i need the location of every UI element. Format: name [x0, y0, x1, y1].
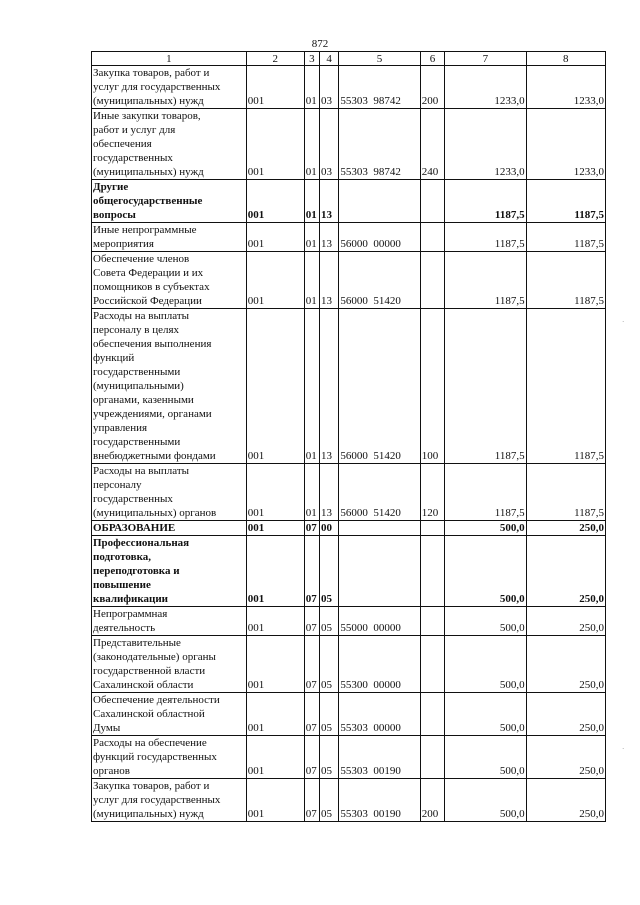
- amount-col8: 1187,5: [526, 180, 605, 223]
- row-description: Иные непрограммные мероприятия: [92, 223, 247, 252]
- amount-col7: 500,0: [445, 636, 526, 693]
- section-code: 01: [304, 309, 319, 464]
- subsection-code: 13: [319, 223, 338, 252]
- ministry-code: 001: [246, 607, 304, 636]
- expense-type-code: 200: [420, 66, 444, 109]
- amount-col7: 1187,5: [445, 464, 526, 521]
- expense-type-code: 200: [420, 779, 444, 822]
- target-article-code: 56000 51420: [339, 252, 420, 309]
- subsection-code: 03: [319, 66, 338, 109]
- column-header: 7: [445, 52, 526, 66]
- section-code: 07: [304, 536, 319, 607]
- table-row: [92, 309, 606, 464]
- table-row: [92, 223, 606, 252]
- row-description: Другие общегосударственные вопросы: [92, 180, 247, 223]
- amount-col7: 500,0: [445, 536, 526, 607]
- amount-col7: 500,0: [445, 521, 526, 536]
- header-row: [92, 52, 606, 66]
- ministry-code: 001: [246, 180, 304, 223]
- section-code: 07: [304, 607, 319, 636]
- row-description: ОБРАЗОВАНИЕ: [92, 521, 247, 536]
- amount-col8: 250,0: [526, 607, 605, 636]
- row-description: Закупка товаров, работ и услуг для государственных (муниципальных) нужд: [92, 779, 247, 822]
- scan-mark: ·: [622, 745, 625, 753]
- column-header: 5: [339, 52, 420, 66]
- section-code: 01: [304, 252, 319, 309]
- subsection-code: 13: [319, 309, 338, 464]
- target-article-code: 55303 00000: [339, 693, 420, 736]
- ministry-code: 001: [246, 464, 304, 521]
- amount-col7: 500,0: [445, 693, 526, 736]
- table-row: [92, 536, 606, 607]
- section-code: 07: [304, 636, 319, 693]
- table-row: [92, 521, 606, 536]
- expense-type-code: 240: [420, 109, 444, 180]
- table-row: [92, 180, 606, 223]
- ministry-code: 001: [246, 536, 304, 607]
- row-description: Профессиональная подготовка, переподготовка и повышение квалификации: [92, 536, 247, 607]
- ministry-code: 001: [246, 636, 304, 693]
- ministry-code: 001: [246, 693, 304, 736]
- ministry-code: 001: [246, 223, 304, 252]
- target-article-code: 56000 51420: [339, 464, 420, 521]
- row-description: Закупка товаров, работ и услуг для государственных (муниципальных) нужд: [92, 66, 247, 109]
- budget-table: [91, 51, 606, 822]
- expense-type-code: [420, 636, 444, 693]
- section-code: 07: [304, 521, 319, 536]
- table-row: [92, 464, 606, 521]
- column-header: 4: [319, 52, 338, 66]
- target-article-code: [339, 536, 420, 607]
- subsection-code: 13: [319, 180, 338, 223]
- section-code: 07: [304, 693, 319, 736]
- amount-col7: 1187,5: [445, 252, 526, 309]
- subsection-code: 13: [319, 464, 338, 521]
- amount-col8: 250,0: [526, 536, 605, 607]
- amount-col8: 250,0: [526, 736, 605, 779]
- column-header: 1: [92, 52, 247, 66]
- table-row: [92, 109, 606, 180]
- row-description: Обеспечение деятельности Сахалинской областной Думы: [92, 693, 247, 736]
- expense-type-code: [420, 223, 444, 252]
- section-code: 01: [304, 223, 319, 252]
- amount-col7: 500,0: [445, 736, 526, 779]
- table-row: [92, 66, 606, 109]
- amount-col8: 250,0: [526, 521, 605, 536]
- row-description: Расходы на выплаты персоналу в целях обеспечения выполнения функций государственными (муниципальными) органами, казенными учреждениями, органами управления государственными внебюджетными фондами: [92, 309, 247, 464]
- expense-type-code: [420, 693, 444, 736]
- ministry-code: 001: [246, 109, 304, 180]
- table-row: [92, 607, 606, 636]
- column-header: 8: [526, 52, 605, 66]
- subsection-code: 05: [319, 607, 338, 636]
- expense-type-code: [420, 536, 444, 607]
- subsection-code: 13: [319, 252, 338, 309]
- target-article-code: [339, 521, 420, 536]
- column-header: 3: [304, 52, 319, 66]
- target-article-code: 55303 98742: [339, 109, 420, 180]
- row-description: Непрограммная деятельность: [92, 607, 247, 636]
- amount-col8: 250,0: [526, 779, 605, 822]
- subsection-code: 05: [319, 779, 338, 822]
- expense-type-code: [420, 252, 444, 309]
- section-code: 01: [304, 109, 319, 180]
- row-description: Представительные (законодательные) органы государственной власти Сахалинской области: [92, 636, 247, 693]
- expense-type-code: 120: [420, 464, 444, 521]
- table-row: [92, 636, 606, 693]
- expense-type-code: [420, 180, 444, 223]
- subsection-code: 05: [319, 736, 338, 779]
- target-article-code: [339, 180, 420, 223]
- expense-type-code: [420, 521, 444, 536]
- ministry-code: 001: [246, 779, 304, 822]
- table-row: [92, 779, 606, 822]
- column-header: 2: [246, 52, 304, 66]
- row-description: Расходы на обеспечение функций государственных органов: [92, 736, 247, 779]
- amount-col7: 500,0: [445, 607, 526, 636]
- subsection-code: 05: [319, 693, 338, 736]
- target-article-code: 55303 00190: [339, 736, 420, 779]
- amount-col8: 250,0: [526, 693, 605, 736]
- ministry-code: 001: [246, 736, 304, 779]
- section-code: 01: [304, 464, 319, 521]
- subsection-code: 00: [319, 521, 338, 536]
- table-row: [92, 736, 606, 779]
- row-description: Расходы на выплаты персоналу государственных (муниципальных) органов: [92, 464, 247, 521]
- target-article-code: 55303 98742: [339, 66, 420, 109]
- amount-col7: 1187,5: [445, 309, 526, 464]
- subsection-code: 05: [319, 536, 338, 607]
- column-header: 6: [420, 52, 444, 66]
- amount-col8: 1233,0: [526, 109, 605, 180]
- amount-col7: 1187,5: [445, 180, 526, 223]
- expense-type-code: [420, 736, 444, 779]
- amount-col8: 1187,5: [526, 309, 605, 464]
- target-article-code: 55000 00000: [339, 607, 420, 636]
- ministry-code: 001: [246, 521, 304, 536]
- table-row: [92, 693, 606, 736]
- amount-col8: 1187,5: [526, 252, 605, 309]
- ministry-code: 001: [246, 252, 304, 309]
- section-code: 07: [304, 736, 319, 779]
- expense-type-code: 100: [420, 309, 444, 464]
- subsection-code: 03: [319, 109, 338, 180]
- section-code: 01: [304, 180, 319, 223]
- amount-col7: 1233,0: [445, 66, 526, 109]
- target-article-code: 55303 00190: [339, 779, 420, 822]
- amount-col7: 500,0: [445, 779, 526, 822]
- table-row: [92, 252, 606, 309]
- section-code: 01: [304, 66, 319, 109]
- scan-mark: ·: [622, 318, 625, 326]
- subsection-code: 05: [319, 636, 338, 693]
- page-number: 872: [311, 38, 329, 50]
- row-description: Иные закупки товаров, работ и услуг для обеспечения государственных (муниципальных) нужд: [92, 109, 247, 180]
- amount-col7: 1233,0: [445, 109, 526, 180]
- target-article-code: 55300 00000: [339, 636, 420, 693]
- amount-col8: 1187,5: [526, 223, 605, 252]
- ministry-code: 001: [246, 66, 304, 109]
- section-code: 07: [304, 779, 319, 822]
- table-body: [92, 66, 606, 822]
- amount-col7: 1187,5: [445, 223, 526, 252]
- target-article-code: 56000 00000: [339, 223, 420, 252]
- expense-type-code: [420, 607, 444, 636]
- amount-col8: 250,0: [526, 636, 605, 693]
- amount-col8: 1233,0: [526, 66, 605, 109]
- target-article-code: 56000 51420: [339, 309, 420, 464]
- row-description: Обеспечение членов Совета Федерации и их помощников в субъектах Российской Федерации: [92, 252, 247, 309]
- ministry-code: 001: [246, 309, 304, 464]
- amount-col8: 1187,5: [526, 464, 605, 521]
